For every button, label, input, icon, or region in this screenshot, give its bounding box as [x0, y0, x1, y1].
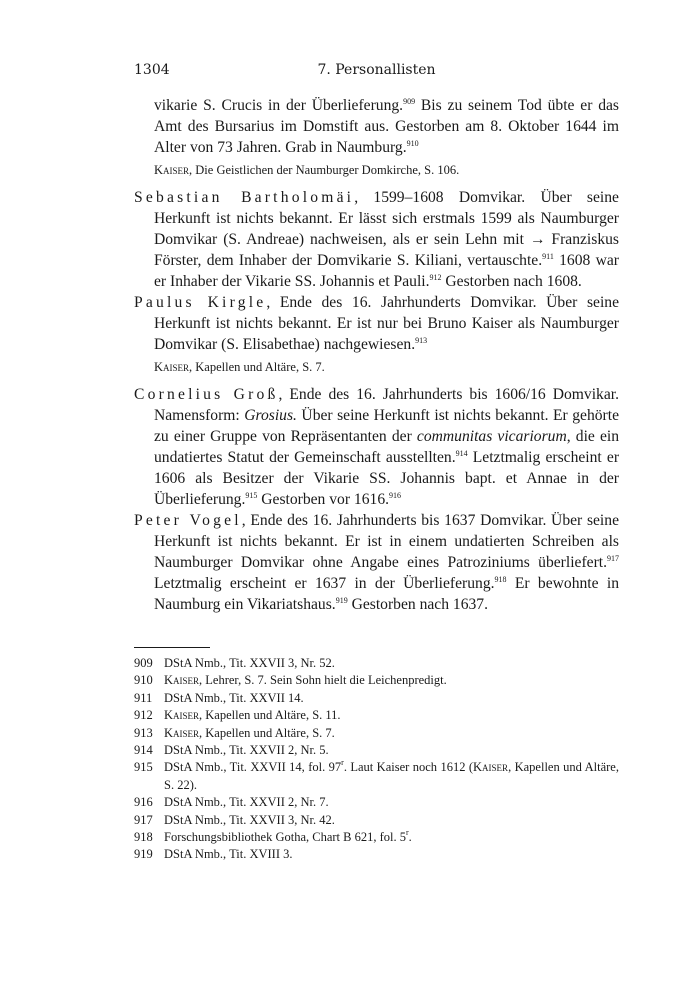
footnote-ref: 917 — [607, 554, 619, 563]
page-header — [134, 62, 619, 82]
footnote-number: 916 — [134, 795, 153, 810]
footnote-number: 917 — [134, 812, 153, 827]
footnote-ref: 911 — [542, 252, 554, 261]
footnote: 909 DStA Nmb., Tit. XXVII 3, Nr. 52. — [134, 655, 619, 672]
entry-vogel: Peter Vogel, Ende des 16. Jahrhunderts bis 1637 Domvikar. Über seine Herkunft ist nichts bekannt. Er ist in einem undatierten Schreiben als Naumburger Domvikar ohne Angabe eines Patroziniums überliefert.$^{917}$ Letztmalig erscheint er 1637 in der Überlieferung.$^{918}$ Er bewohnte in Naumburg ein Vikariatshaus.$^{919}$ Gestorben nach 1637. — [134, 512, 619, 613]
footnote-number: 913 — [134, 725, 153, 740]
footnote-ref: 913 — [415, 336, 428, 345]
footnote-number: 914 — [134, 743, 153, 758]
footnote: 918 Forschungsbibliothek Gotha, Chart B 621, fol. 5$^r$. — [134, 829, 619, 846]
footnote: 919 DStA Nmb., Tit. XVIII 3. — [134, 846, 619, 863]
footnote-number: 912 — [134, 708, 153, 723]
footnote-ref: 915 — [245, 491, 258, 500]
footnote: 914 DStA Nmb., Tit. XXVII 2, Nr. 5. — [134, 742, 619, 759]
footnote: 911 DStA Nmb., Tit. XXVII 14. — [134, 690, 619, 707]
person-name: Cornelius Groß — [134, 386, 279, 403]
footnote: 913 Kaiser, Kapellen und Altäre, S. 7. — [134, 725, 619, 742]
footnote-number: 909 — [134, 656, 153, 670]
footnote-number: 919 — [134, 847, 153, 862]
footnote-ref: 919 — [335, 596, 348, 605]
footnote-ref: 914 — [455, 449, 468, 458]
footnote-divider — [134, 647, 210, 648]
person-name: Sebastian Bartholomäi — [134, 189, 355, 206]
page-number: 1304 — [134, 62, 170, 78]
footnote-number: 911 — [134, 690, 153, 705]
footnote-ref: 916 — [389, 491, 402, 500]
person-name: Peter Vogel — [134, 512, 242, 529]
footnote: 915 DStA Nmb., Tit. XXVII 14, fol. 97$^r$. Laut Kaiser noch 1612 (Kaiser, Kapellen und Altäre, S. 22). — [134, 758, 619, 792]
footnote: 917 DStA Nmb., Tit. XXVII 3, Nr. 42. — [134, 812, 619, 829]
footnote-number: 918 — [134, 830, 153, 845]
person-name: Paulus Kirgle — [134, 294, 267, 311]
footnote-ref: 912 — [429, 273, 442, 282]
literature-reference: Kaiser, Die Geistlichen der Naumburger Domkirche, S. 106. — [154, 163, 460, 177]
footnote-number: 910 — [134, 673, 153, 688]
footnote-ref: 909 — [403, 97, 416, 106]
footnote-number: 915 — [134, 760, 153, 775]
entry-bartholomai: Sebastian Bartholomäi, 1599–1608 Domvikar. Über seine Herkunft ist nichts bekannt. Er lässt sich erstmals 1599 als Naumburger Domvikar (S. Andreae) nachweisen, als er sein Lehn mit → Franziskus Förster, dem Inhaber der Domvikarie S. Kiliani, vertauschte.$^{911}$ 1608 war er Inhaber der Vikarie SS. Johannis et Pauli.$^{912}$ Gestorben nach 1608. — [134, 189, 619, 290]
entry-gross: Cornelius Groß, Ende des 16. Jahrhunderts bis 1606/16 Domvikar. Namensform: Grosius. Über seine Herkunft ist nichts bekannt. Er gehörte zu einer Gruppe von Repräsentanten der communitas vicariorum, die ein undatiertes Statut der Gemeinschaft ausstellten.$^{914}$ Letztmalig erscheint er 1606 als Besitzer der Vikarie SS. Johannis bapt. et Annae in der Überlieferung.$^{915}$ Gestorben vor 1616.$^{916}$ — [134, 386, 620, 508]
entry-kirgle: Paulus Kirgle, Ende des 16. Jahrhunderts Domvikar. Über seine Herkunft ist nichts bekannt. Er ist nur bei Bruno Kaiser als Naumburger Domvikar (S. Elisabethae) nachgewiesen.$^{913}$ — [134, 294, 619, 353]
footnote-ref: 910 — [406, 139, 419, 148]
footnote-ref: 918 — [494, 575, 507, 584]
footnote: 912 Kaiser, Kapellen und Altäre, S. 11. — [134, 707, 619, 724]
footnote: 910 Kaiser, Lehrer, S. 7. Sein Sohn hielt die Leichenpredigt. — [134, 672, 619, 689]
intro-paragraph: vikarie S. Crucis in der Überlieferung.$^{909}$ Bis zu seinem Tod übte er das Amt des Bursarius im Domstift aus. Gestorben am 8. Oktober 1644 im Alter von 73 Jahren. Grab in Naumburg.$^{910}$ — [154, 97, 619, 156]
running-title: 7. Personallisten — [317, 62, 436, 78]
footnote: 916 DStA Nmb., Tit. XXVII 2, Nr. 7. — [134, 794, 619, 811]
main-text — [134, 95, 619, 615]
literature-reference: Kaiser, Kapellen und Altäre, S. 7. — [154, 360, 325, 374]
footnotes — [134, 655, 619, 864]
